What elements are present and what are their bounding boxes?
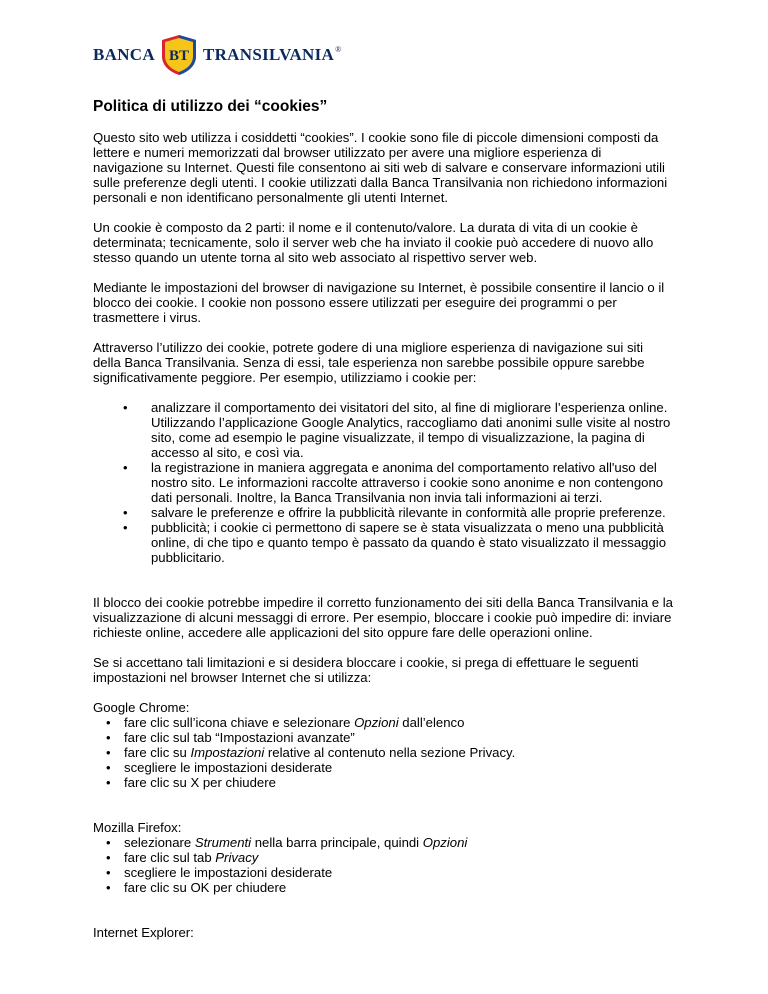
step-text: selezionare: [124, 835, 195, 850]
list-item: [106, 835, 673, 850]
registered-mark: ®: [335, 44, 342, 54]
cookie-uses-list: [123, 400, 673, 565]
paragraph-cookie-parts: Un cookie è composto da 2 parti: il nome e il contenuto/valore. La durata di vita di un cookie è determinata; tecnicamente, solo il server web che ha inviato il cookie può accedere di nuovo allo stesso quando un utente torna al sito web associato al rispettivo server web.: [93, 220, 654, 265]
paragraph-instructions: Se si accettano tali limitazioni e si desidera bloccare i cookie, si prega di effettuare le seguenti impostazioni nel browser Internet che si utilizza:: [93, 655, 639, 685]
firefox-steps-list: [106, 835, 673, 895]
list-item: [106, 745, 673, 760]
paragraph-intro: Questo sito web utilizza i cosiddetti “cookies”. I cookie sono file di piccole dimensioni composti da lettere e numeri memorizzati dal browser utilizzato per avere una migliore esperienza di navigazione su Internet. Questi file consentono ai siti web di salvare e conservare informazioni utili sulle preferenze degli utenti. I cookie utilizzati dalla Banca Transilvania non richiedono informazioni personali e non identificano personalmente gli utenti Internet.: [93, 130, 668, 205]
list-item: • fare clic su OK per chiudere: [106, 880, 673, 895]
firefox-section-title: Mozilla Firefox:: [93, 820, 182, 835]
step-text: fare clic sull’icona chiave e selezionare: [124, 715, 355, 730]
step-emphasis: Strumenti: [194, 835, 252, 850]
list-item: • la registrazione in maniera aggregata e anonima del comportamento relativo all'uso del nostro sito. Le informazioni raccolte attraverso i cookie sono anonime e non contengono dati personali. Inoltre, la Banca Transilvania non invia tali informazioni ai terzi.: [123, 460, 673, 505]
paragraph-blocking: Il blocco dei cookie potrebbe impedire il corretto funzionamento dei siti della Banca Transilvania e la visualizzazione di alcuni messaggi di errore. Per esempio, bloccare i cookie può impedire di: inviare richieste online, accedere alle applicazioni del sito oppure fare delle operazioni online.: [93, 595, 673, 640]
step-emphasis: Privacy: [215, 850, 259, 865]
ie-section-title: Internet Explorer:: [93, 925, 194, 940]
list-item: [106, 850, 673, 865]
list-item: • salvare le preferenze e offrire la pubblicità rilevante in conformità alle proprie preferenze.: [123, 505, 673, 520]
list-item: [106, 715, 673, 730]
step-text: fare clic su: [124, 745, 191, 760]
page-title: Politica di utilizzo dei “cookies”: [93, 98, 328, 115]
bank-logo: [93, 33, 341, 77]
list-item: • scegliere le impostazioni desiderate: [106, 865, 673, 880]
step-text: relative al contenuto nella sezione Privacy.: [264, 745, 516, 760]
list-item: • pubblicità; i cookie ci permettono di sapere se è stata visualizzata o meno una pubblicità online, di che tipo e quanto tempo è passato da quando è stato visualizzato il messaggio pubblicitario.: [123, 520, 673, 565]
chrome-steps-list: [106, 715, 673, 790]
chrome-section-title: Google Chrome:: [93, 700, 190, 715]
bt-badge-icon: [160, 34, 198, 76]
logo-word-banca: BANCA: [93, 45, 155, 64]
step-emphasis: Opzioni: [354, 715, 399, 730]
step-emphasis: Opzioni: [422, 835, 468, 850]
list-item: • fare clic su X per chiudere: [106, 775, 673, 790]
step-text: nella barra principale, quindi: [251, 835, 423, 850]
badge-text: BT: [168, 48, 189, 64]
step-text: dall’elenco: [398, 715, 465, 730]
list-item: • scegliere le impostazioni desiderate: [106, 760, 673, 775]
list-item: • analizzare il comportamento dei visitatori del sito, al fine di migliorare l’esperienza online. Utilizzando l’applicazione Google Analytics, raccogliamo dati anonimi sulle visite al nostro sito, come ad esempio le pagine visualizzate, il tempo di visualizzazione, la pagina di accesso al sito, e così via.: [123, 400, 673, 460]
step-text: fare clic sul tab: [124, 850, 216, 865]
paragraph-browser-settings: Mediante le impostazioni del browser di navigazione su Internet, è possibile consentire il lancio o il blocco dei cookie. I cookie non possono essere utilizzati per eseguire dei programmi o per trasmettere i virus.: [93, 280, 665, 325]
paragraph-benefits: Attraverso l’utilizzo dei cookie, potrete godere di una migliore esperienza di navigazione sui siti della Banca Transilvania. Senza di essi, tale esperienza non sarebbe possibile oppure sarebbe significativamente peggiore. Per esempio, utilizziamo i cookie per:: [93, 340, 645, 385]
list-item: • fare clic sul tab “Impostazioni avanzate”: [106, 730, 673, 745]
document-body: [93, 98, 673, 940]
logo-word-transilvania: TRANSILVANIA: [202, 45, 335, 64]
step-emphasis: Impostazioni: [190, 745, 265, 760]
